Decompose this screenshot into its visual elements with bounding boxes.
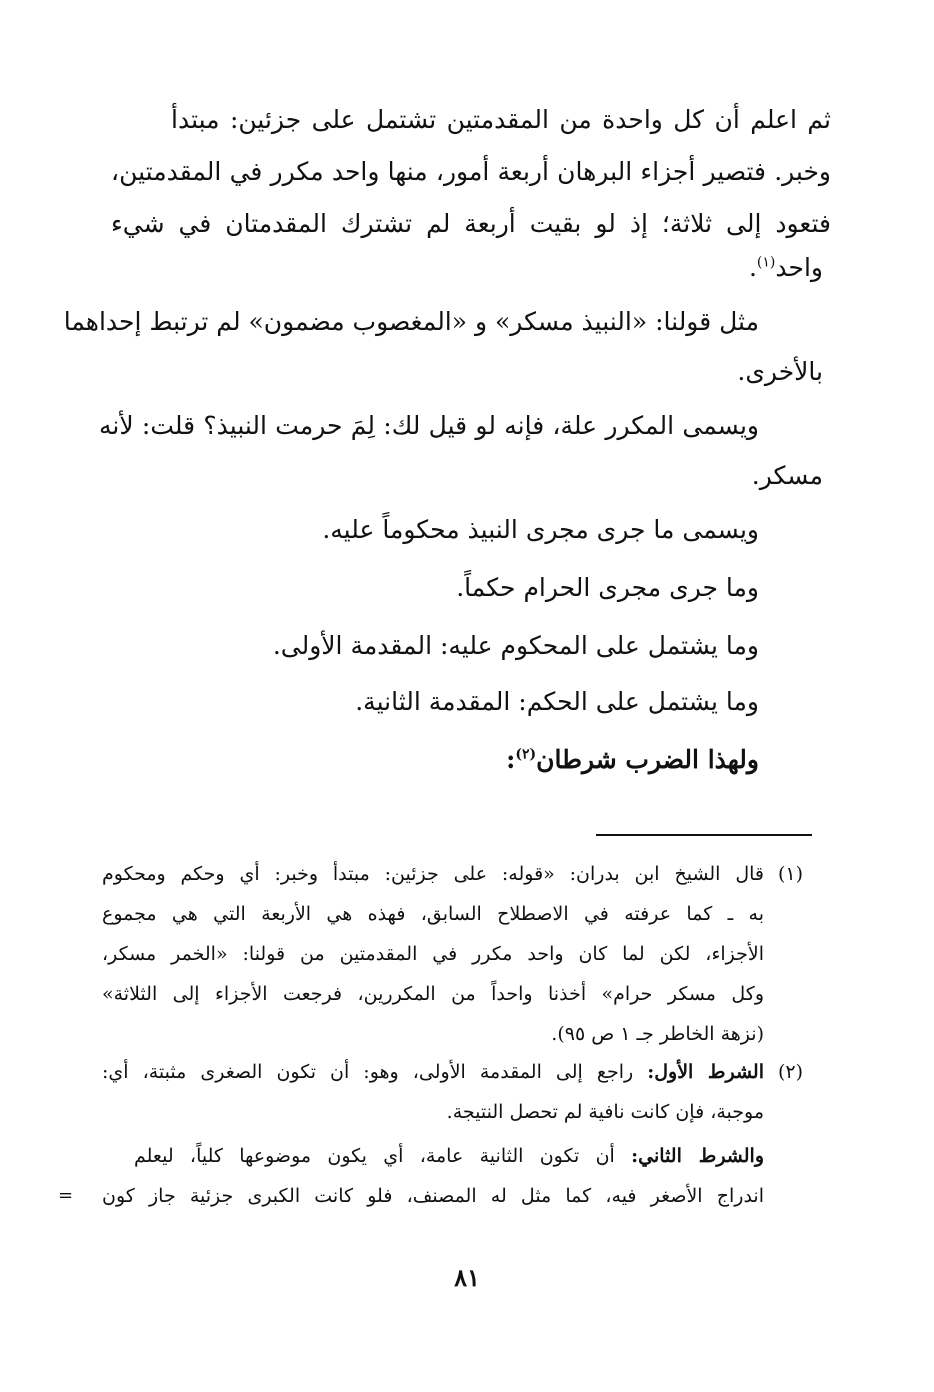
paragraph-6: وما يشتمل على المحكوم عليه: المقدمة الأولى. [272, 631, 759, 660]
footnote-1-line-1: قال الشيخ ابن بدران: «قوله: على جزئين: مبتدأ وخبر: أي وحكم ومحكوم [102, 863, 764, 885]
footnote-2-line-3-text: أن تكون الثانية عامة، أي يكون موضوعها كلياً، ليعلم [134, 1145, 632, 1167]
continuation-mark: = [58, 1185, 74, 1206]
paragraph-8-text: ولهذا الضرب شرطان [536, 745, 759, 774]
paragraph-1-line-4 [749, 248, 823, 288]
paragraph-1-line-4-end: . [748, 253, 757, 282]
paragraph-1-line-1: ثم اعلم أن كل واحدة من المقدمتين تشتمل على جزئين: مبتدأ [171, 105, 831, 134]
first-condition-label: الشرط الأول: [647, 1061, 765, 1083]
paragraph-1-line-2: وخبر. فتصير أجزاء البرهان أربعة أمور، منها واحد مكرر في المقدمتين، [111, 157, 831, 186]
footnote-ref-1: (١) [756, 254, 776, 271]
paragraph-2-line-2: بالأخرى. [737, 357, 823, 386]
paragraph-1-line-3: فتعود إلى ثلاثة؛ إذ لو بقيت أربعة لم تشترك المقدمتان في شيء [111, 209, 831, 238]
paragraph-2-line-1: مثل قولنا: «النبيذ مسكر» و «المغصوب مضمون» لم ترتبط إحداهما [63, 307, 759, 336]
page-number: ٨١ [454, 1263, 480, 1292]
paragraph-8-end: : [506, 745, 516, 774]
footnote-2-line-4: اندراج الأصغر فيه، كما مثل له المصنف، فلو كانت الكبرى جزئية جاز كون [102, 1185, 764, 1207]
footnote-2-line-1-text: راجع إلى المقدمة الأولى، وهو: أن تكون الصغرى مثبتة، أي: [102, 1061, 648, 1083]
paragraph-4: ويسمى ما جرى مجرى النبيذ محكوماً عليه. [322, 515, 759, 544]
footnote-2-line-3 [134, 1140, 764, 1172]
footnote-2-number: (٢) [778, 1061, 804, 1083]
footnote-ref-2: (٢) [515, 746, 537, 763]
footnote-2-line-1 [102, 1056, 764, 1088]
footnote-2-line-2: موجبة، فإن كانت نافية لم تحصل النتيجة. [446, 1101, 764, 1123]
second-condition-label: والشرط الثاني: [631, 1145, 765, 1167]
footnote-1-line-2: به ـ كما عرفته في الاصطلاح السابق، فهذه هي الأربعة التي هي مجموع [102, 903, 764, 925]
paragraph-5: وما جرى مجرى الحرام حكماً. [456, 573, 759, 602]
footnote-1-line-3: الأجزاء، لكن لما كان واحد مكرر في المقدمتين من قولنا: «الخمر مسكر، [102, 943, 764, 965]
paragraph-7: وما يشتمل على الحكم: المقدمة الثانية. [355, 687, 759, 716]
paragraph-3-line-2: مسكر. [751, 461, 823, 490]
paragraph-1-line-4-text: واحد [775, 253, 823, 282]
paragraph-8-heading [506, 740, 759, 780]
footnote-separator [596, 834, 812, 836]
footnote-1-line-4: وكل مسكر حرام» أخذنا واحداً من المكررين، فرجعت الأجزاء إلى الثلاثة» [102, 983, 764, 1005]
footnote-1-number: (١) [778, 863, 804, 885]
paragraph-3-line-1: ويسمى المكرر علة، فإنه لو قيل لك: لِمَ حرمت النبيذ؟ قلت: لأنه [99, 411, 759, 440]
footnote-1-line-5: (نزهة الخاطر جـ ١ ص ٩٥). [551, 1023, 764, 1045]
